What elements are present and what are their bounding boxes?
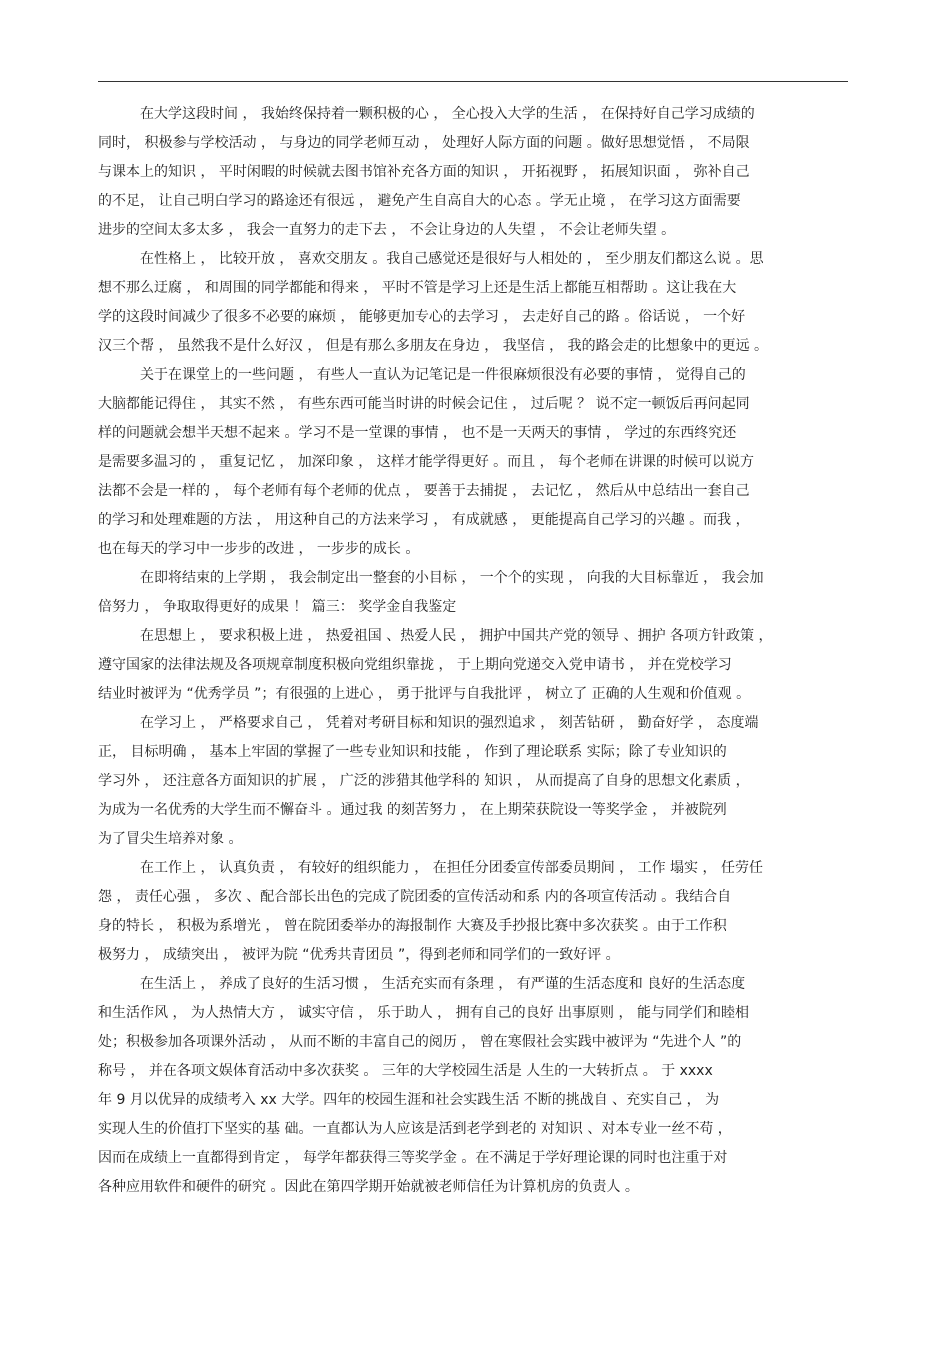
text-line: 身的特长 ， 积极为系增光 ， 曾在院团委举办的海报制作 大赛及手抄报比赛中多次获奖 。由于工作积 xyxy=(98,918,727,934)
text-line: 想不那么迂腐 ， 和周围的同学都能和得来 ， 平时不管是学习上还是生活上都能互相帮助 。这让我在大 xyxy=(98,280,737,296)
header-rule xyxy=(98,81,848,82)
text-line: 在生活上 ， 养成了良好的生活习惯 ， 生活充实而有条理 ， 有严谨的生活态度和 良好的生活态度 xyxy=(140,976,746,992)
text-line: 结业时被评为 “优秀学员 ”；有很强的上进心 ， 勇于批评与自我批评 ， 树立了 正确的人生观和价值观 。 xyxy=(98,686,751,702)
text-line: 也在每天的学习中一步步的改进 ， 一步步的成长 。 xyxy=(98,541,420,557)
text-line: 年 9 月以优异的成绩考入 xx 大学。四年的校园生涯和社会实践生活 不断的挑战自 、充实自己 ， 为 xyxy=(98,1092,720,1108)
text-line: 在即将结束的上学期 ， 我会制定出一整套的小目标 ， 一个个的实现 ， 向我的大目标靠近 ， 我会加 xyxy=(140,570,764,586)
text-line: 样的问题就会想半天想不起来 。学习不是一堂课的事情 ， 也不是一天两天的事情 ， 学过的东西终究还 xyxy=(98,425,737,441)
text-line: 与课本上的知识 ， 平时闲暇的时候就去图书馆补充各方面的知识 ， 开拓视野 ， 拓展知识面 ， 弥补自己 xyxy=(98,164,750,180)
text-line: 极努力 ， 成绩突出 ， 被评为院 “优秀共青团员 ”，得到老师和同学们的一致好评 。 xyxy=(98,947,620,963)
text-line: 正， 目标明确 ， 基本上牢固的掌握了一些专业知识和技能 ， 作到了理论联系 实际；除了专业知识的 xyxy=(98,744,727,760)
text-line: 同时， 积极参与学校活动 ， 与身边的同学老师互动 ， 处理好人际方面的问题 。做好思想觉悟 ， 不局限 xyxy=(98,135,750,151)
text-line: 关于在课堂上的一些问题 ， 有些人一直认为记笔记是一件很麻烦很没有必要的事情 ， 觉得自己的 xyxy=(140,367,746,383)
text-line: 学习外 ， 还注意各方面知识的扩展 ， 广泛的涉猎其他学科的 知识 ， 从而提高了自身的思想文化素质 ， xyxy=(98,773,750,789)
text-line: 实现人生的价值打下坚实的基 础。一直都认为人应该是活到老学到老的 对知识 、对本专业一丝不苟 ， xyxy=(98,1121,732,1137)
text-line: 的不足， 让自己明白学习的路途还有很远 ， 避免产生自高自大的心态 。学无止境 ， 在学习这方面需要 xyxy=(98,193,741,209)
text-line: 在工作上 ， 认真负责 ， 有较好的组织能力 ， 在担任分团委宣传部委员期间 ， 工作 塌实 ， 任劳任 xyxy=(140,860,763,876)
text-line: 在性格上 ， 比较开放 ， 喜欢交朋友 。我自己感觉还是很好与人相处的 ， 至少朋友们都这么说 。思 xyxy=(140,251,764,267)
text-line: 因而在成绩上一直都得到肯定 ， 每学年都获得三等奖学金 。在不满足于学好理论课的同时也注重于对 xyxy=(98,1150,728,1166)
text-line: 的学习和处理难题的方法 ， 用这种自己的方法来学习 ， 有成就感 ， 更能提高自己学习的兴趣 。而我 ， xyxy=(98,512,750,528)
text-line: 汉三个帮 ， 虽然我不是什么好汉 ， 但是有那么多朋友在身边 ， 我坚信 ， 我的路会走的比想象中的更远 。 xyxy=(98,338,769,354)
text-line: 进步的空间太多太多 ， 我会一直努力的走下去 ， 不会让身边的人失望 ， 不会让老师失望 。 xyxy=(98,222,676,238)
text-line: 为成为一名优秀的大学生而不懈奋斗 。通过我 的刻苦努力 ， 在上期荣获院设一等奖学金 ， 并被院列 xyxy=(98,802,727,818)
text-line: 各种应用软件和硬件的研究 。因此在第四学期开始就被老师信任为计算机房的负责人 。 xyxy=(98,1179,639,1195)
text-line: 遵守国家的法律法规及各项规章制度积极向党组织靠拢 ， 于上期向党递交入党申请书 ， 并在党校学习 xyxy=(98,657,732,673)
text-line: 学的这段时间减少了很多不必要的麻烦 ， 能够更加专心的去学习 ， 去走好自己的路 。俗话说 ， 一个好 xyxy=(98,309,746,325)
text-line: 在大学这段时间 ， 我始终保持着一颗积极的心 ， 全心投入大学的生活 ， 在保持好自己学习成绩的 xyxy=(140,106,755,122)
text-line: 和生活作风 ， 为人热情大方 ， 诚实守信 ， 乐于助人 ， 拥有自己的良好 出事原则 ， 能与同学们和睦相 xyxy=(98,1005,749,1021)
text-line: 为了冒尖生培养对象 。 xyxy=(98,831,243,847)
text-line: 怨 ， 责任心强 ， 多次 、配合部长出色的完成了院团委的宣传活动和系 内的各项宣传活动 。我结合自 xyxy=(98,889,732,905)
text-line: 法都不会是一样的 ， 每个老师有每个老师的优点 ， 要善于去捕捉 ， 去记忆 ， 然后从中总结出一套自己 xyxy=(98,483,750,499)
text-line: 处；积极参加各项课外活动 ， 从而不断的丰富自己的阅历 ， 曾在寒假社会实践中被评为 “先进个人 ”的 xyxy=(98,1034,742,1050)
text-line: 大脑都能记得住 ， 其实不然 ， 有些东西可能当时讲的时候会记住 ， 过后呢 ？ 说不定一顿饭后再问起同 xyxy=(98,396,750,412)
text-line: 是需要多温习的 ， 重复记忆 ， 加深印象 ， 这样才能学得更好 。而且 ， 每个老师在讲课的时候可以说方 xyxy=(98,454,755,470)
text-line: 在学习上 ， 严格要求自己 ， 凭着对考研目标和知识的强烈追求 ， 刻苦钻研 ， 勤奋好学 ， 态度端 xyxy=(140,715,759,731)
document-body xyxy=(98,100,858,1202)
text-line: 称号 ， 并在各项文娱体育活动中多次获奖 。 三年的大学校园生活是 人生的一大转折点 。 于 xxxx xyxy=(98,1063,713,1079)
text-line: 倍努力 ， 争取取得更好的成果 ！ 篇三： 奖学金自我鉴定 xyxy=(98,599,457,615)
text-line: 在思想上 ， 要求积极上进 ， 热爱祖国 、热爱人民 ， 拥护中国共产党的领导 、拥护 各项方针政策 ， xyxy=(140,628,773,644)
